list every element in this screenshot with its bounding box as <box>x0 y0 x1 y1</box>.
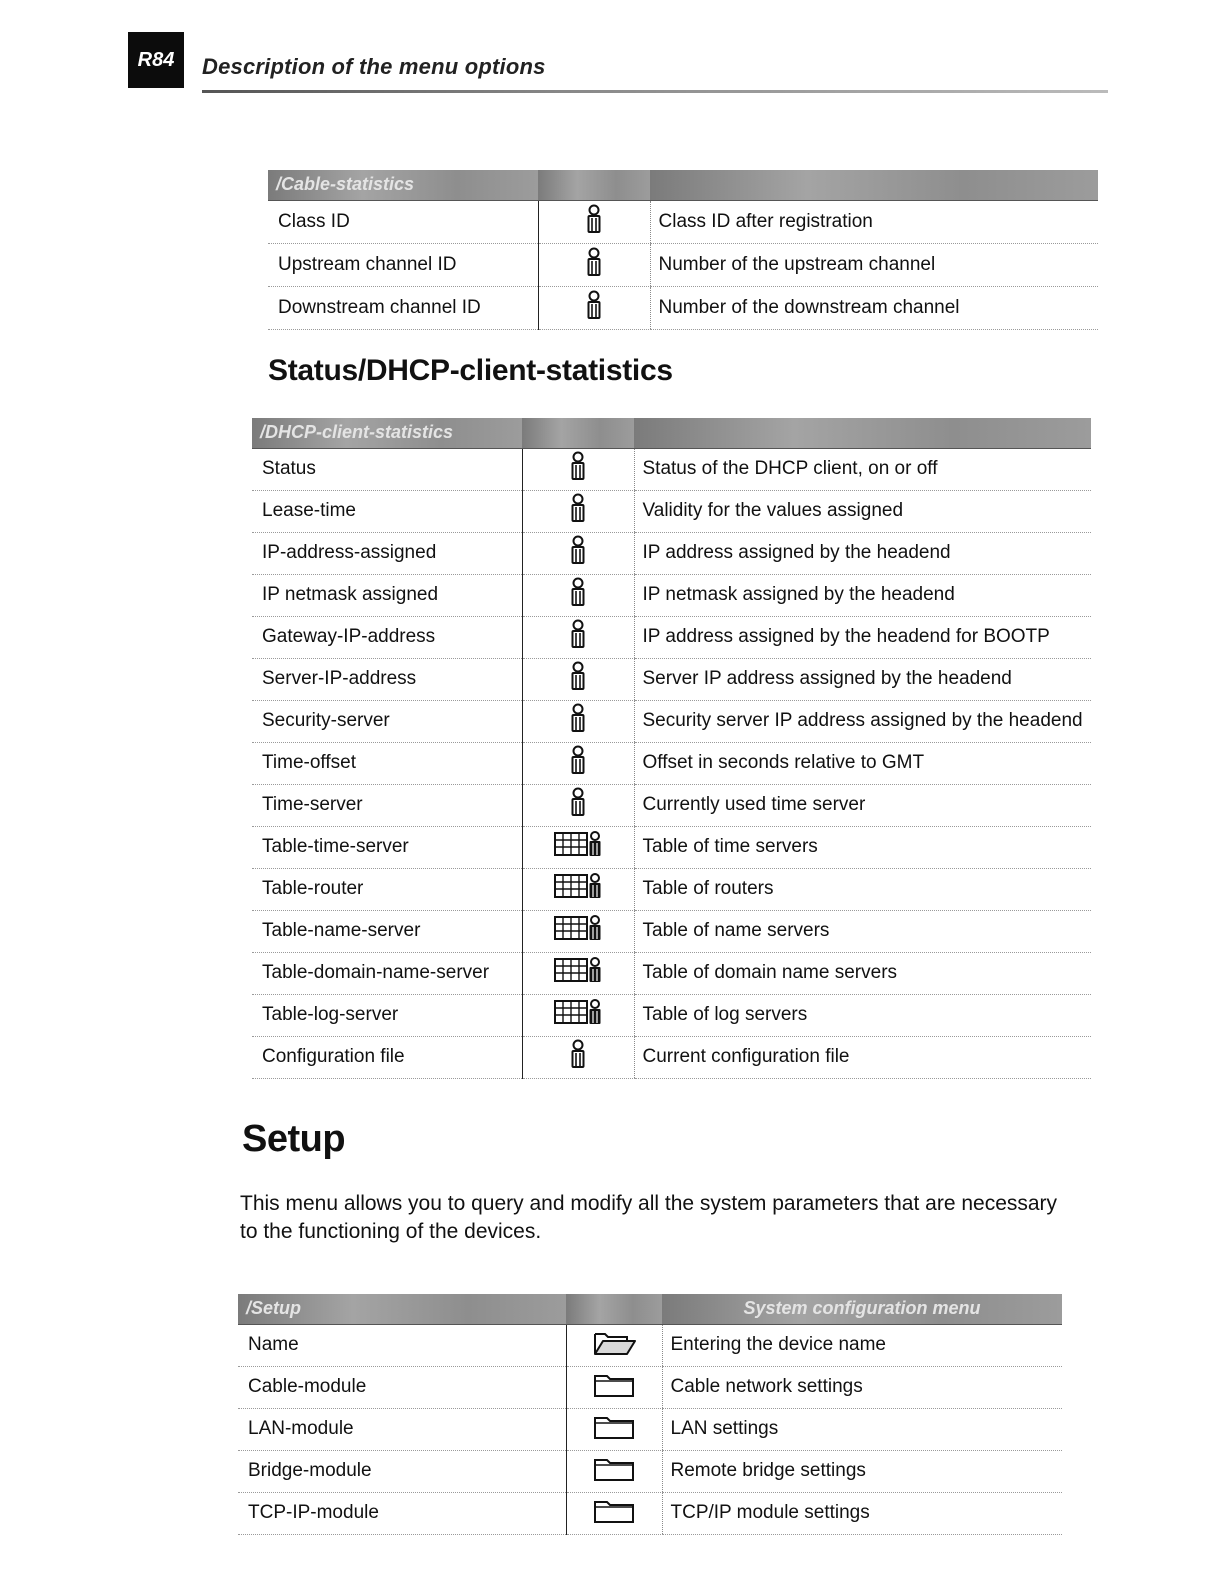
row-description: Table of domain name servers <box>634 952 1091 994</box>
table-key-icon <box>554 914 602 948</box>
table-row <box>268 286 1098 329</box>
key-icon <box>569 535 587 571</box>
row-icon-cell <box>522 868 634 910</box>
row-description: Table of routers <box>634 868 1091 910</box>
dhcp-statistics-table <box>252 418 1091 1079</box>
row-parameter-name: Configuration file <box>252 1036 522 1078</box>
row-icon-cell <box>522 994 634 1036</box>
row-icon-cell <box>522 658 634 700</box>
row-parameter-name: Lease-time <box>252 490 522 532</box>
key-icon <box>569 787 587 823</box>
row-icon-cell <box>522 574 634 616</box>
table-key-icon <box>554 830 602 864</box>
key-icon <box>585 247 603 283</box>
row-icon-cell <box>522 490 634 532</box>
setup-section <box>238 1294 1062 1535</box>
row-description: Status of the DHCP client, on or off <box>634 448 1091 490</box>
row-description: Cable network settings <box>662 1366 1062 1408</box>
row-description: Table of name servers <box>634 910 1091 952</box>
header-rule <box>202 90 1108 93</box>
row-parameter-name: Table-domain-name-server <box>252 952 522 994</box>
row-parameter-name: Table-time-server <box>252 826 522 868</box>
row-icon-cell <box>522 1036 634 1078</box>
folder-icon <box>593 1412 635 1446</box>
table-row <box>252 700 1091 742</box>
row-description: TCP/IP module settings <box>662 1492 1062 1534</box>
row-description: Entering the device name <box>662 1324 1062 1366</box>
row-icon-cell <box>522 952 634 994</box>
table-row <box>252 490 1091 532</box>
page-label: R84 <box>128 32 184 88</box>
table-row <box>238 1450 1062 1492</box>
row-icon-cell <box>522 742 634 784</box>
table-header <box>238 1294 1062 1324</box>
row-description: IP address assigned by the headend <box>634 532 1091 574</box>
dhcp-statistics-section <box>252 418 1091 1079</box>
cable-statistics-table <box>268 170 1098 330</box>
row-description: LAN settings <box>662 1408 1062 1450</box>
dhcp-section-title: Status/DHCP-client-statistics <box>268 354 673 387</box>
row-description: IP netmask assigned by the headend <box>634 574 1091 616</box>
row-parameter-name: Bridge-module <box>238 1450 566 1492</box>
table-row <box>252 574 1091 616</box>
row-parameter-name: Status <box>252 448 522 490</box>
row-description: Security server IP address assigned by the headend <box>634 700 1091 742</box>
table-row <box>252 868 1091 910</box>
row-icon-cell <box>522 826 634 868</box>
setup-table <box>238 1294 1062 1535</box>
row-icon-cell <box>566 1324 662 1366</box>
table-row <box>238 1408 1062 1450</box>
row-icon-cell <box>566 1366 662 1408</box>
table-row <box>252 1036 1091 1078</box>
table-row <box>252 658 1091 700</box>
row-description: IP address assigned by the headend for BOOTP <box>634 616 1091 658</box>
folder-icon <box>593 1454 635 1488</box>
key-icon <box>569 577 587 613</box>
row-parameter-name: LAN-module <box>238 1408 566 1450</box>
row-icon-cell <box>538 200 650 243</box>
table-header <box>268 170 1098 200</box>
row-description: Currently used time server <box>634 784 1091 826</box>
key-icon <box>569 619 587 655</box>
table-row <box>252 742 1091 784</box>
key-icon <box>569 1039 587 1075</box>
folder-icon <box>593 1370 635 1404</box>
table-header <box>252 418 1091 448</box>
row-description: Number of the upstream channel <box>650 243 1098 286</box>
table-row <box>268 243 1098 286</box>
table-row <box>238 1492 1062 1534</box>
row-parameter-name: IP netmask assigned <box>252 574 522 616</box>
row-icon-cell <box>522 910 634 952</box>
open-folder-icon <box>591 1328 637 1362</box>
row-description: Number of the downstream channel <box>650 286 1098 329</box>
folder-icon <box>593 1496 635 1530</box>
running-header <box>128 28 1108 100</box>
key-icon <box>569 745 587 781</box>
row-icon-cell <box>538 243 650 286</box>
row-parameter-name: Table-name-server <box>252 910 522 952</box>
table-key-icon <box>554 956 602 990</box>
row-icon-cell <box>522 448 634 490</box>
row-parameter-name: Time-offset <box>252 742 522 784</box>
row-parameter-name: Table-router <box>252 868 522 910</box>
running-title: Description of the menu options <box>202 54 546 79</box>
row-icon-cell <box>566 1450 662 1492</box>
table-row <box>252 784 1091 826</box>
row-parameter-name: Time-server <box>252 784 522 826</box>
row-description: Offset in seconds relative to GMT <box>634 742 1091 784</box>
row-icon-cell <box>538 286 650 329</box>
row-icon-cell <box>566 1408 662 1450</box>
row-description: Server IP address assigned by the headend <box>634 658 1091 700</box>
row-description: Table of time servers <box>634 826 1091 868</box>
cable-statistics-section <box>268 170 1098 330</box>
row-parameter-name: Security-server <box>252 700 522 742</box>
table-row <box>252 616 1091 658</box>
row-parameter-name: Downstream channel ID <box>268 286 538 329</box>
row-parameter-name: Cable-module <box>238 1366 566 1408</box>
row-icon-cell <box>522 700 634 742</box>
row-icon-cell <box>522 784 634 826</box>
row-parameter-name: TCP-IP-module <box>238 1492 566 1534</box>
table-row <box>268 200 1098 243</box>
row-parameter-name: IP-address-assigned <box>252 532 522 574</box>
table-row <box>238 1366 1062 1408</box>
table-key-icon <box>554 872 602 906</box>
table-heading: /DHCP-client-statistics <box>252 418 522 448</box>
table-row <box>252 826 1091 868</box>
table-row <box>252 994 1091 1036</box>
table-row <box>238 1324 1062 1366</box>
key-icon <box>569 703 587 739</box>
row-parameter-name: Upstream channel ID <box>268 243 538 286</box>
row-parameter-name: Gateway-IP-address <box>252 616 522 658</box>
table-row <box>252 448 1091 490</box>
table-row <box>252 952 1091 994</box>
row-parameter-name: Server-IP-address <box>252 658 522 700</box>
key-icon <box>585 290 603 326</box>
row-description: Class ID after registration <box>650 200 1098 243</box>
table-row <box>252 910 1091 952</box>
setup-intro: This menu allows you to query and modify all the system parameters that are necessary to the functioning of the devices. <box>240 1192 1058 1243</box>
key-icon <box>569 451 587 487</box>
row-icon-cell <box>522 616 634 658</box>
row-parameter-name: Class ID <box>268 200 538 243</box>
key-icon <box>569 493 587 529</box>
row-icon-cell <box>566 1492 662 1534</box>
row-parameter-name: Table-log-server <box>252 994 522 1036</box>
table-heading-right: System configuration menu <box>662 1294 1062 1324</box>
row-description: Remote bridge settings <box>662 1450 1062 1492</box>
row-description: Table of log servers <box>634 994 1091 1036</box>
table-heading-left: /Setup <box>238 1294 566 1324</box>
table-heading: /Cable-statistics <box>268 170 538 200</box>
row-parameter-name: Name <box>238 1324 566 1366</box>
table-row <box>252 532 1091 574</box>
row-description: Current configuration file <box>634 1036 1091 1078</box>
setup-title: Setup <box>242 1118 346 1160</box>
row-icon-cell <box>522 532 634 574</box>
key-icon <box>569 661 587 697</box>
key-icon <box>585 204 603 240</box>
table-key-icon <box>554 998 602 1032</box>
row-description: Validity for the values assigned <box>634 490 1091 532</box>
